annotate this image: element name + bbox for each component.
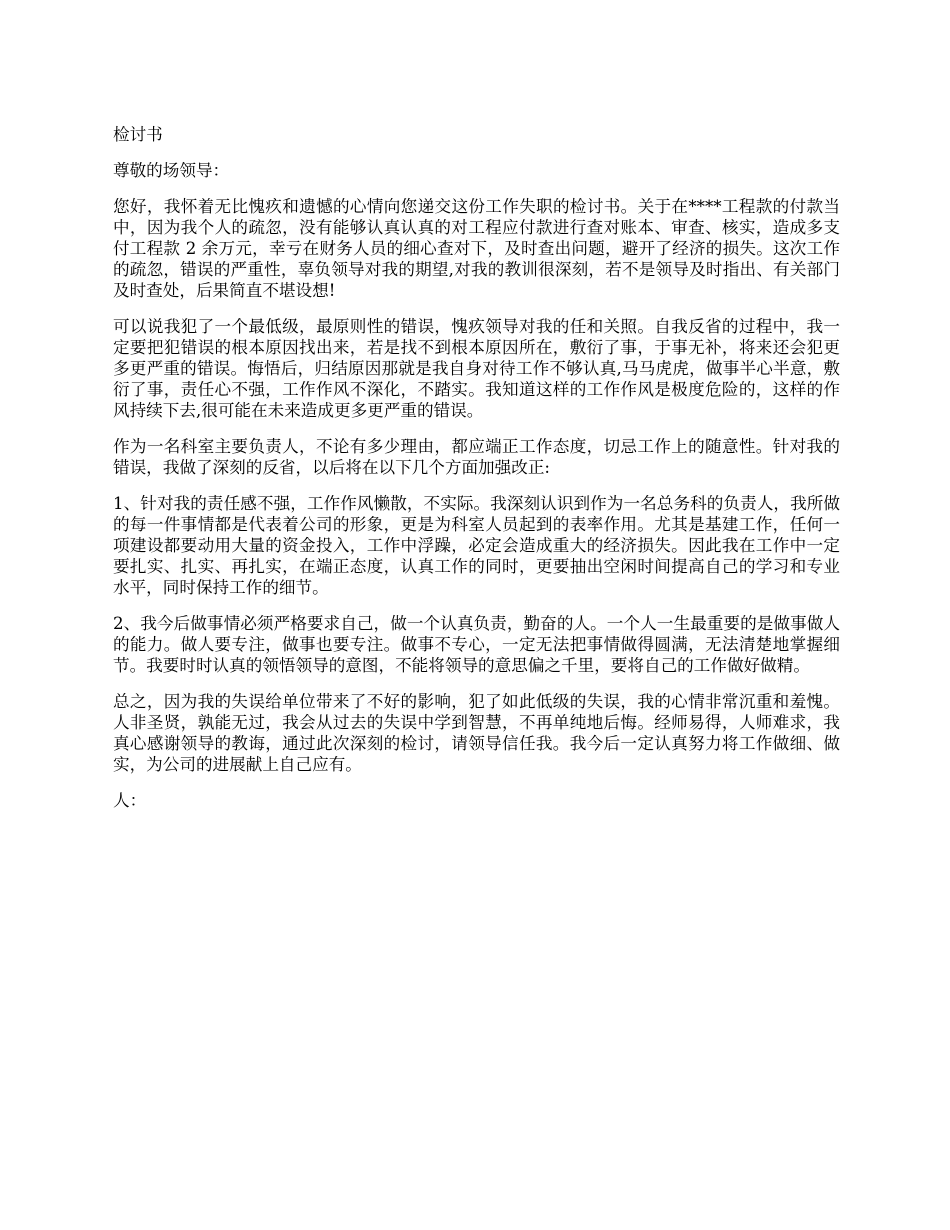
paragraph-5: 2、我今后做事情必须严格要求自己，做一个认真负责，勤奋的人。一个人一生最重要的是做事做人的能力。做人要专注，做事也要专注。做事不专心，一定无法把事情做得圆满，无法清楚地掌握细节。我要时时认真的领悟领导的意图，不能将领导的意思偏之千里，要将自己的工作做好做精。	[113, 614, 840, 675]
document-title: 检讨书	[113, 125, 163, 144]
paragraph-6: 总之，因为我的失误给单位带来了不好的影响，犯了如此低级的失误，我的心情非常沉重和羞愧。人非圣贤，孰能无过，我会从过去的失误中学到智慧，不再单纯地后悔。经师易得，人师难求，我真心感谢领导的教诲，通过此次深刻的检讨，请领导信任我。我今后一定认真努力将工作做细、做实，为公司的进展献上自己应有。	[113, 692, 840, 774]
document-body	[113, 124, 840, 811]
paragraph-1: 您好，我怀着无比愧疚和遗憾的心情向您递交这份工作失职的检讨书。关于在****工程款的付款当中，因为我个人的疏忽，没有能够认真认真的对工程应付款进行查对账本、审查、核实，造成多支付工程款 2 余万元，幸亏在财务人员的细心查对下，及时查出问题，避开了经济的损失。这次工作的疏忽，错误的严重性，辜负领导对我的期望,对我的教训很深刻，若不是领导及时指出、有关部门及时查处，后果简直不堪设想!	[113, 197, 840, 300]
paragraph-2: 可以说我犯了一个最低级，最原则性的错误，愧疚领导对我的任和关照。自我反省的过程中，我一定要把犯错误的根本原因找出来，若是找不到根本原因所在，敷衍了事，于事无补，将来还会犯更多更严重的错误。悔悟后，归结原因那就是我自身对待工作不够认真,马马虎虎，做事半心半意，敷衍了事，责任心不强，工作作风不深化，不踏实。我知道这样的工作作风是极度危险的，这样的作风持续下去,很可能在未来造成更多更严重的错误。	[113, 317, 840, 420]
paragraph-4: 1、针对我的责任感不强，工作作风懒散，不实际。我深刻认识到作为一名总务科的负责人，我所做的每一件事情都是代表着公司的形象，更是为科室人员起到的表率作用。尤其是基建工作，任何一项建设都要动用大量的资金投入，工作中浮躁，必定会造成重大的经济损失。因此我在工作中一定要扎实、扎实、再扎实，在端正态度，认真工作的同时，更要抽出空闲时间提高自己的学习和专业水平，同时保持工作的细节。	[113, 494, 840, 597]
salutation: 尊敬的场领导：	[113, 161, 230, 180]
paragraph-3: 作为一名科室主要负责人，不论有多少理由，都应端正工作态度，切忌工作上的随意性。针对我的错误，我做了深刻的反省，以后将在以下几个方面加强改正:	[113, 437, 840, 477]
signature-line: 人：	[113, 791, 147, 810]
